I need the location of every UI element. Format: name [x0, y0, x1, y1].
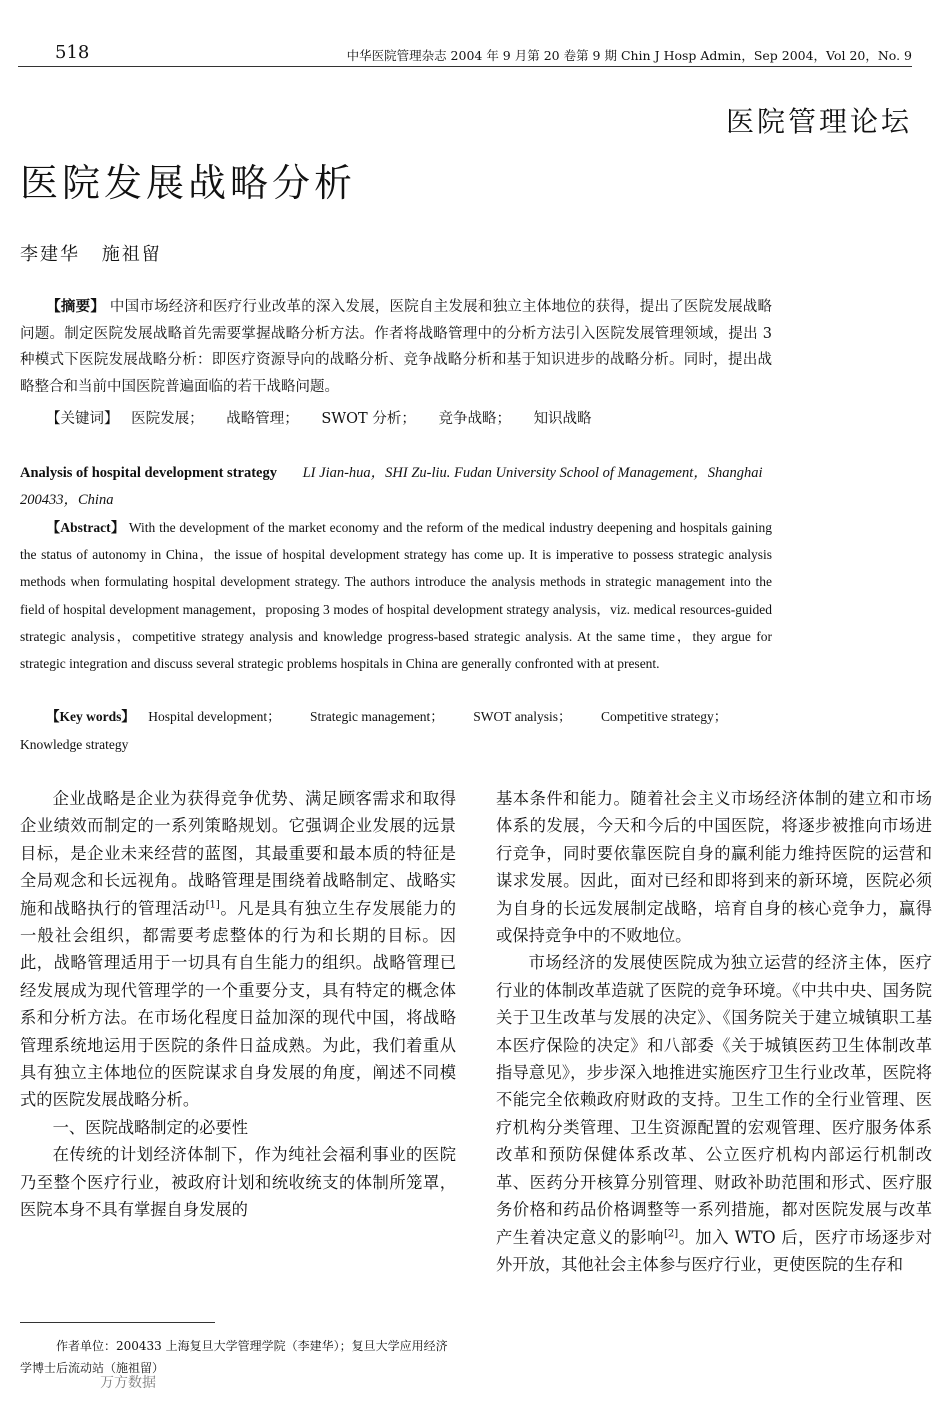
keyword-en: Strategic management；	[309, 709, 444, 724]
footnote-text: 作者单位：200433 上海复旦大学管理学院（李建华）；复旦大学应用经济学博士后流动站（施祖留）	[20, 1339, 448, 1375]
english-authors: LI Jian-hua，SHI Zu-liu. Fudan University School of Management，Shanghai 200433，China	[20, 465, 763, 508]
keyword-en: SWOT analysis；	[473, 709, 572, 724]
keyword-en: Competitive strategy；	[600, 709, 728, 724]
paragraph-text: 。加入 WTO 后，医疗市场逐步对外开放，其他社会主体参与医疗行业，更使医院的生存和	[496, 1227, 932, 1274]
keywords-en	[20, 703, 772, 759]
paragraph-text: 企业战略是企业为获得竞争优势、满足顾客需求和取得企业绩效而制定的一系列策略规划。它强调企业发展的远景目标，是企业未来经营的蓝图，其最重要和最本质的特征是全局观念和长远视角。战略管理是围绕着战略制定、战略实施和战略执行的管理活动	[20, 789, 456, 918]
body-column-left	[20, 785, 456, 1224]
body-column-right	[496, 785, 932, 1278]
watermark: 万方数据	[100, 1375, 156, 1391]
section-label: 医院管理论坛	[725, 105, 912, 138]
reference-marker: [1]	[205, 899, 220, 911]
keyword-cn: 知识战略	[533, 411, 592, 427]
keyword-cn: SWOT 分析；	[321, 411, 416, 427]
footnote-rule	[20, 1322, 215, 1323]
keyword-en: Hospital development；	[148, 709, 281, 724]
keyword-cn: 竞争战略；	[438, 411, 511, 427]
keywords-en-label: 【Key words】	[46, 709, 135, 724]
article-title: 医院发展战略分析	[20, 161, 357, 205]
article-authors: 李建华 施祖留	[20, 244, 162, 265]
body-paragraph: 在传统的计划经济体制下，作为纯社会福利事业的医院乃至整个医疗行业，被政府计划和统收统支的体制所笼罩，医院本身不具有掌握自身发展的	[20, 1145, 456, 1220]
keywords-cn-label: 【关键词】	[46, 411, 119, 427]
running-head: 中华医院管理杂志 2004 年 9 月第 20 卷第 9 期 Chin J Hosp Admin，Sep 2004，Vol 20，No. 9	[346, 48, 912, 63]
abstract-cn-label: 【摘要】	[46, 298, 106, 315]
abstract-en	[20, 514, 772, 677]
abstract-cn-text: 中国市场经济和医疗行业改革的深入发展，医院自主发展和独立主体地位的获得，提出了医院发展战略问题。制定医院发展战略首先需要掌握战略分析方法。作者将战略管理中的分析方法引入医院发展管理领域，提出 3 种模式下医院发展战略分析：即医疗资源导向的战略分析、竞争战略分析和基于知识进步的战略分析。同时，提出战略整合和当前中国医院普遍面临的若干战略问题。	[20, 299, 773, 395]
page-number: 518	[55, 42, 90, 63]
keyword-en: Knowledge strategy	[20, 737, 129, 752]
abstract-en-text: With the development of the market economy and the reform of the medical industry deepening and hospitals gaining the status of autonomy in China，the issue of hospital development strategy has come up. It is imperative to possess strategic analysis methods when formulating hospital development strategy. The authors introduce the analysis methods in strategic management into the field of hospital development management，proposing 3 modes of hospital development strategy analysis，viz. medical resources-guided strategic analysis，competitive strategy analysis and knowledge progress-based strategic analysis. At the same time，they argue for strategic integration and discuss several strategic problems hospitals in China are generally confronted with at present.	[20, 520, 773, 672]
body-paragraph	[496, 949, 932, 1278]
author-affiliation-footnote	[20, 1335, 456, 1379]
body-paragraph: 基本条件和能力。随着社会主义市场经济体制的建立和市场体系的发展，今天和今后的中国医院，将逐步被推向市场进行竞争，同时要依靠医院自身的赢利能力维持医院的运营和谋求发展。因此，面对已经和即将到来的新环境，医院必须为自身的长远发展制定战略，培育自身的核心竞争力，赢得或保持竞争中的不败地位。	[496, 789, 932, 946]
keyword-cn: 医院发展；	[131, 411, 204, 427]
abstract-en-label: 【Abstract】	[46, 520, 126, 535]
paragraph-text: 市场经济的发展使医院成为独立运营的经济主体，医疗行业的体制改革造就了医院的竞争环境。《中共中央、国务院关于卫生改革与发展的决定》、《国务院关于建立城镇职工基本医疗保险的决定》和八部委《关于城镇医药卫生体制改革指导意见》，步步深入地推进实施医疗卫生行业改革，医院将不能完全依赖政府财政的支持。卫生工作的全行业管理、医疗机构分类管理、卫生资源配置的宏观管理、医疗服务体系改革和预防保健体系改革、公立医疗机构内部运行机制改革、医药分开核算分别管理、财政补助范围和形式、医疗服务价格和药品价格调整等一系列措施，都对医院发展与改革产生着决定意义的影响	[496, 953, 932, 1247]
english-title: Analysis of hospital development strategy	[20, 465, 277, 481]
paragraph-text: 。凡是具有独立生存发展能力的一般社会组织，都需要考虑整体的行为和长期的目标。因此，战略管理适用于一切具有自生能力的组织。战略管理已经发展成为现代管理学的一个重要分支，具有特定的概念体系和分析方法。在市场化程度日益加深的现代中国，将战略管理系统地运用于医院的条件日益成熟。为此，我们着重从具有独立主体地位的医院谋求自身发展的角度，阐述不同模式的医院发展战略分析。	[20, 898, 456, 1110]
reference-marker: [2]	[663, 1228, 679, 1240]
section-heading: 一、医院战略制定的必要性	[52, 1117, 248, 1137]
body-paragraph	[20, 785, 456, 1114]
abstract-cn	[20, 294, 772, 400]
header-rule	[18, 66, 912, 67]
english-title-block	[20, 460, 772, 514]
keywords-cn	[46, 407, 610, 428]
keyword-cn: 战略管理；	[226, 411, 299, 427]
